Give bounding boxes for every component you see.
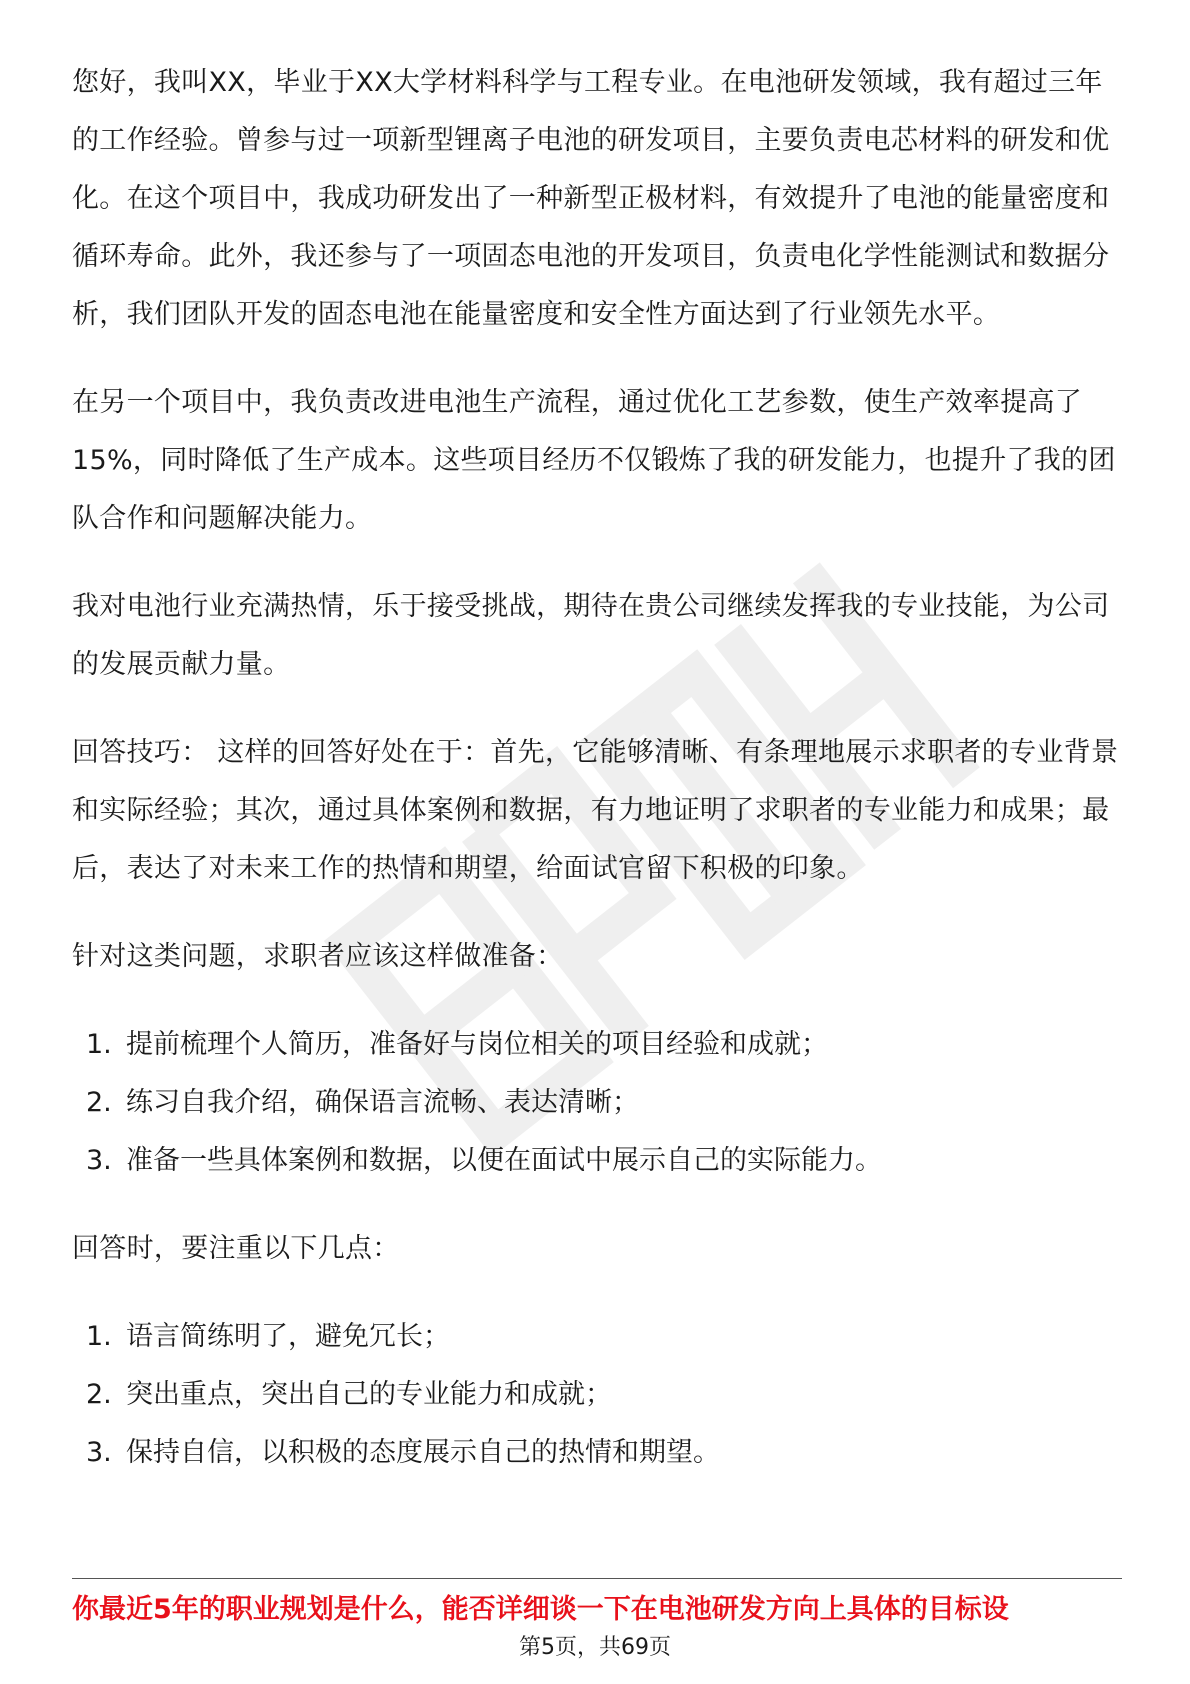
next-question-heading: 你最近5年的职业规划是什么，能否详细谈一下在电池研发方向上具体的目标设 bbox=[72, 1594, 1009, 1625]
project-paragraph: 在另一个项目中，我负责改进电池生产流程，通过优化工艺参数，使生产效率提高了15%，同时降低了生产成本。这些项目经历不仅锻炼了我的研发能力，也提升了我的团队合作和问题解决能力。 bbox=[72, 387, 1116, 534]
section-divider bbox=[72, 1578, 1122, 1579]
answer-points-list bbox=[72, 1308, 1122, 1482]
passion-paragraph: 我对电池行业充满热情，乐于接受挑战，期待在贵公司继续发挥我的专业技能，为公司的发展贡献力量。 bbox=[72, 591, 1110, 680]
intro-answer-paragraph: 您好，我叫XX，毕业于XX大学材料科学与工程专业。在电池研发领域，我有超过三年的工作经验。曾参与过一项新型锂离子电池的研发项目，主要负责电芯材料的研发和优化。在这个项目中，我成功研发出了一种新型正极材料，有效提升了电池的能量密度和循环寿命。此外，我还参与了一项固态电池的开发项目，负责电化学性能测试和数据分析，我们团队开发的固态电池在能量密度和安全性方面达到了行业领先水平。 bbox=[72, 67, 1110, 330]
answer-points-heading: 回答时，要注重以下几点： bbox=[72, 1233, 400, 1264]
preparation-heading: 针对这类问题，求职者应该这样做准备： bbox=[72, 941, 564, 972]
list-item: 2. 突出重点，突出自己的专业能力和成就； bbox=[86, 1379, 612, 1410]
page-number: 第5页，共69页 bbox=[519, 1635, 671, 1660]
list-item: 1. 提前梳理个人简历，准备好与岗位相关的项目经验和成就； bbox=[86, 1029, 828, 1060]
preparation-list bbox=[72, 1016, 1122, 1190]
list-item: 1. 语言简练明了，避免冗长； bbox=[86, 1321, 450, 1352]
list-item: 3. 准备一些具体案例和数据，以便在面试中展示自己的实际能力。 bbox=[86, 1145, 882, 1176]
document-body bbox=[72, 54, 1122, 1482]
list-item: 2. 练习自我介绍，确保语言流畅、表达清晰； bbox=[86, 1087, 639, 1118]
list-item: 3. 保持自信，以积极的态度展示自己的热情和期望。 bbox=[86, 1437, 720, 1468]
answer-tips-paragraph: 回答技巧： 这样的回答好处在于：首先，它能够清晰、有条理地展示求职者的专业背景和实际经验；其次，通过具体案例和数据，有力地证明了求职者的专业能力和成果；最后，表达了对未来工作的热情和期望，给面试官留下积极的印象。 bbox=[72, 737, 1119, 884]
